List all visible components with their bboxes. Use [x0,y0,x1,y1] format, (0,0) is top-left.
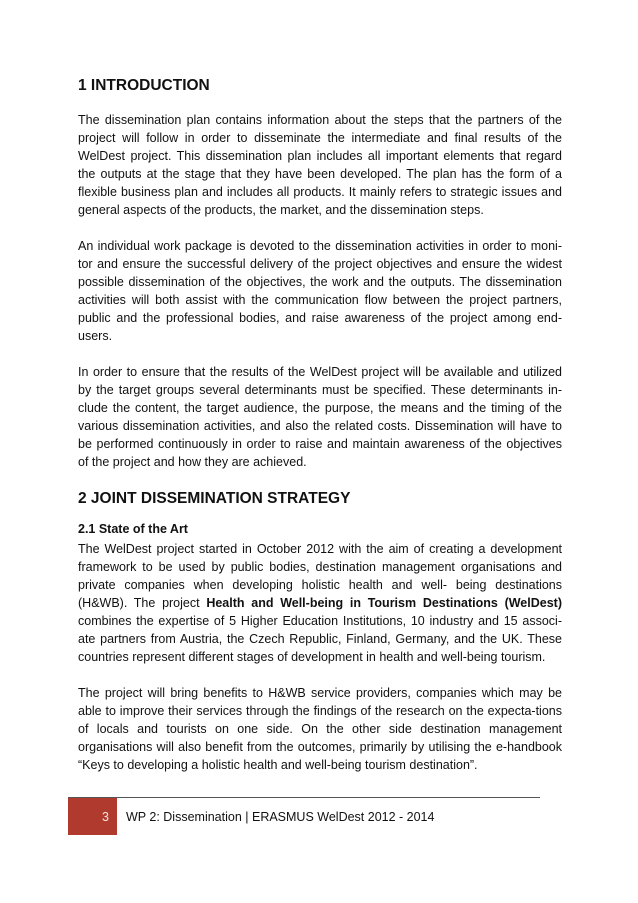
intro-paragraph-3: In order to ensure that the results of the WelDest project will be available and utilized by the target groups several determinants must be specified. These determinants in-clude the content, the target audience, the purpose, the means and the timing of the various dissemination activities, and also the related costs. Dissemination will have to be performed continuously in order to raise and maintain awareness of the objectives of the project and how they are achieved. [78,365,562,469]
project-name-bold: Health and Well-being in Tourism Destinations (WelDest) [206,596,562,610]
section-heading-joint-dissemination: 2 JOINT DISSEMINATION STRATEGY [78,490,351,507]
page-content [78,74,562,774]
state-paragraph-1-end: combines the expertise of 5 Higher Education Institutions, 10 industry and 15 associ-ate partners from Austria, the Czech Republic, Finland, Germany, and the UK. These countries represent different stages of development in health and well-being tourism. [78,614,562,664]
page-number: 3 [102,810,109,824]
state-paragraph-2: The project will bring benefits to H&WB service providers, companies which may be able to improve their services through the findings of the research on the expecta-tions of locals and tourists on one side. On the other side destination management organisations will also benefit from the outcomes, primarily by utilising the e-handbook “Keys to developing a holistic health and well-being tourism destination”. [78,686,562,772]
subsection-heading-state-of-art: 2.1 State of the Art [78,522,188,536]
section-heading-introduction: 1 INTRODUCTION [78,77,210,94]
state-paragraph-1-start: The WelDest project started in October 2012 with the aim of creating a development framework to be used by public bodies, destination management organisations and private companies when developing holistic health and well- being destinations (H&WB). The project [78,542,562,610]
footer-text: WP 2: Dissemination | ERASMUS WelDest 2012 - 2014 [126,810,435,824]
intro-paragraph-1: The dissemination plan contains information about the steps that the partners of the project will follow in order to disseminate the intermediate and final results of the WelDest project. This dissemination plan includes all important elements that regard the outputs at the stage that they have been developed. The plan has the form of a flexible business plan and includes all products. It mainly refers to strategic issues and general aspects of the products, the market, and the dissemination steps. [78,113,562,217]
state-paragraph-1 [78,540,562,666]
footer-divider [68,797,540,798]
intro-paragraph-2: An individual work package is devoted to the dissemination activities in order to moni-tor and ensure the successful delivery of the project objectives and ensure the widest possible dissemination of the objectives, the work and the outputs. The dissemination activities will both assist with the communication flow between the project partners, public and the professional bodies, and raise awareness of the project among end-users. [78,239,562,343]
